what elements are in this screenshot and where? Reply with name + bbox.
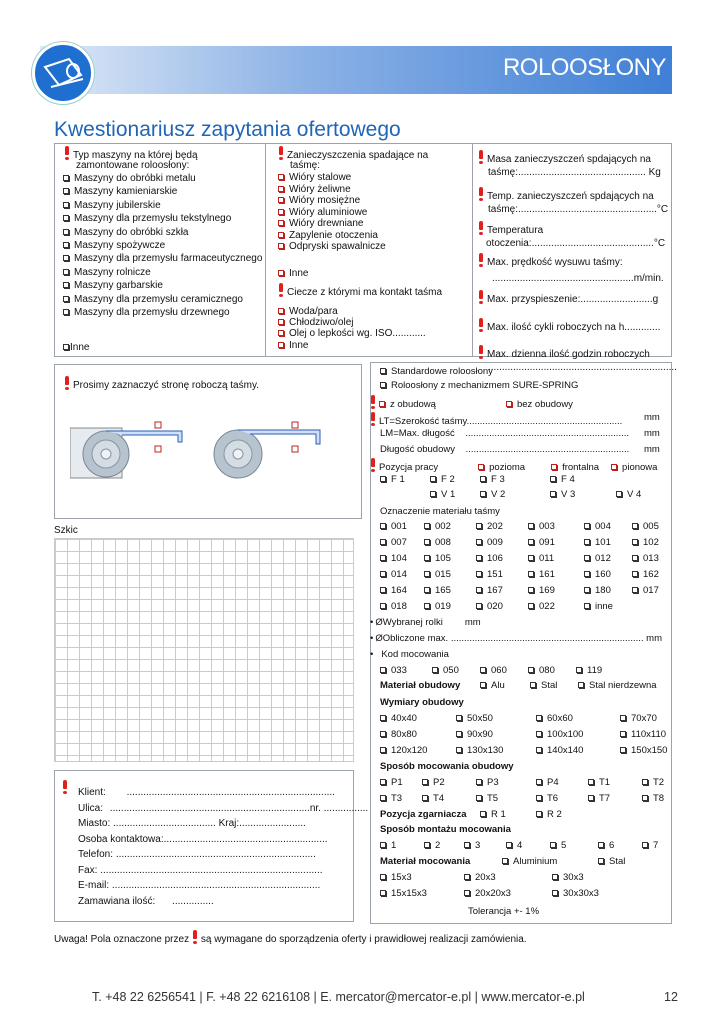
footer-contact: T. +48 22 6256541 | F. +48 22 6216108 | E. mercator@mercator-e.pl | www.mercator-e.pl [92,990,585,1004]
install-option[interactable]: 6 [598,840,614,851]
contamination-option[interactable]: Odpryski spawalnicze [278,241,386,253]
housing-length-field[interactable]: Długość obudowy [380,444,455,455]
email-field[interactable]: E-mail: ........................................................................... [78,880,321,891]
tape-code-option[interactable]: 011 [528,553,554,564]
street-field[interactable]: Ulica: ........................................................................nr. ................ [78,802,369,814]
install-option[interactable]: 7 [642,840,658,851]
dimension-option[interactable]: 70x70 [620,713,657,724]
machine-option[interactable]: Maszyny dla przemysłu tekstylnego [63,212,262,225]
mount-method-option[interactable]: P3 [476,777,499,788]
tape-code-option[interactable]: 106 [476,553,503,564]
v3-option[interactable]: V 3 [550,489,575,500]
mount-code-option[interactable]: 050 [432,665,459,676]
contamination-option[interactable]: Wióry drewniane [278,218,386,230]
dimension-option[interactable]: 80x80 [380,729,417,740]
dimension-option[interactable]: 50x50 [456,713,493,724]
install-option[interactable]: 1 [380,840,396,851]
roll-diameter-field[interactable]: ØWybranej rolki [375,617,443,628]
tape-code-option[interactable]: 020 [476,601,503,612]
dimension-option[interactable]: 150x150 [620,745,667,756]
contamination-option[interactable]: Wióry stalowe [278,172,386,184]
tape-width-field[interactable]: LT=Szerokość taśmy [379,416,467,427]
tape-code-option[interactable]: inne [584,601,613,612]
tape-code-option[interactable]: 008 [424,537,451,548]
vertical-checkbox[interactable] [611,464,617,470]
tape-code-option[interactable]: 180 [584,585,611,596]
install-row [380,840,670,856]
dimension-option[interactable]: 120x120 [380,745,427,756]
tape-code-option[interactable]: 005 [632,521,659,532]
max-length-field[interactable]: LM=Max. długość [380,428,455,439]
fixture-size-option[interactable]: 30x3 [552,872,584,883]
roller-cover-icon [35,45,91,101]
dimension-option[interactable]: 130x130 [456,745,503,756]
required-icon [478,318,484,332]
install-option[interactable]: 3 [464,840,480,851]
mount-method-option[interactable]: T3 [380,793,402,804]
contamination-option-other[interactable]: Inne [278,268,308,279]
required-icon [478,290,484,304]
tape-code-option[interactable]: 160 [584,569,611,580]
fixture-size-option[interactable]: 20x3 [464,872,496,883]
spring-option[interactable]: Roloosłony z mechanizmem SURE-SPRING [380,380,670,395]
required-icon [62,780,68,794]
mount-code-option[interactable]: 060 [480,665,507,676]
sketch-grid[interactable] [54,538,354,762]
tape-code-option[interactable]: 105 [424,553,451,564]
tape-code-option[interactable]: 018 [380,601,407,612]
contamination-option[interactable]: Zapylenie otoczenia [278,230,386,242]
machine-option-other[interactable]: Inne [63,342,89,353]
v1-option[interactable]: V 1 [430,489,455,500]
mass-field[interactable]: taśmę:.............................................. Kg [488,166,661,178]
housing-dimensions-grid [380,713,670,761]
quantity-field[interactable]: Zamawiana ilość: ............... [78,895,214,907]
fixture-size-grid [380,872,670,904]
contact-person-field[interactable]: Osoba kontaktowa:........................................................... [78,833,328,845]
tape-code-option[interactable]: 007 [380,537,407,548]
mount-method-option[interactable]: T4 [422,793,444,804]
required-icon [478,221,484,235]
stainless-option[interactable]: Stal nierdzewna [578,680,657,691]
horizontal-checkbox[interactable] [478,464,484,470]
section-title: ROLOOSŁONY [502,54,666,81]
tape-side-diagram [70,420,340,490]
speed-field[interactable]: ...................................................m/min. [492,272,664,284]
machine-type-section [64,146,198,171]
v4-option[interactable]: V 4 [616,489,641,500]
mount-code-option[interactable]: 119 [576,665,602,676]
mount-method-option[interactable]: T7 [588,793,610,804]
specification-form: Standardowe roloosłony Roloosłony z mechanizmem SURE-SPRING z obudową bez obudowy LT=Szerokość taśmy........................................................... mm LM=Max. długość .............................................................. mm Długość obudowy .............................................................. mm Pozycja pracy pozioma frontalna pionowa F 1 F 2 F 3 F 4 V 1 V 2 V 3 V 4 Oznaczenie materiału taśmy 001 002 202 003 004 005 007 008 009 091 101 102 104 105 106 011 012 013 014 015 151 161 160 162 164 165 167 169 180 017 018 019 020 022 inne • ØWybranej rolki mm • ØObliczone max. ......................................................................... mm • Kod mocowania 033 050 060 080 119 Materiał obudowy Alu Stal Stal nierdzewna Wymiary obudowy 40x40 50x50 60x60 70x70 80x80 90x90 100x100 110x110 120x120 130x130 140x140 150x150 Sposób mocowania obudowy P1 P2 P3 P4 T1 T2 T3 T4 T5 T6 T7 T8 Pozycja zgarniacza R 1 R 2 Sposób montażu mocowania 1 2 3 4 5 6 7 Materiał mocowania Aluminium Stal 15x3 20x3 30x3 15x15x3 20x20x3 30x30x3 Tolerancja +- 1% [380,366,670,920]
liquid-option[interactable]: Olej o lepkości wg. ISO............ [278,328,426,339]
liquids-title: Ciecze z którymi ma kontakt taśma [278,283,442,298]
dimension-option[interactable]: 110x110 [620,729,666,740]
tape-code-option[interactable]: 202 [476,521,503,532]
required-icon [64,146,70,160]
city-field[interactable]: Miasto: ..................................... Kraj:........................ [78,818,306,829]
required-icon [370,412,376,426]
mount-method-option[interactable]: P1 [380,777,403,788]
contamination-section: Zanieczyszczenia spadające na taśmę: [278,146,428,171]
tape-code-option[interactable]: 009 [476,537,503,548]
contamination-option[interactable]: Wióry żeliwne [278,184,386,196]
fixture-size-option[interactable]: 30x30x3 [552,888,599,899]
mount-method-option[interactable]: P2 [422,777,445,788]
alu-option[interactable]: Alu [480,680,505,691]
dimension-option[interactable]: 90x90 [456,729,493,740]
sketch-label: Szkic [54,525,78,536]
cycles-field[interactable]: Max. ilość cykli roboczych na h............. [487,321,661,333]
tape-code-option[interactable]: 104 [380,553,407,564]
required-icon [370,395,376,409]
with-housing-checkbox[interactable] [379,401,385,407]
fixture-size-option[interactable]: 20x20x3 [464,888,511,899]
tape-material-grid [380,521,670,617]
tape-code-option[interactable]: 169 [528,585,555,596]
standard-option[interactable]: Standardowe roloosłony [380,366,670,380]
machine-option[interactable]: Maszyny jubilerskie [63,199,262,212]
machine-option[interactable]: Maszyny do obróbki szkła [63,226,262,239]
tape-code-option[interactable]: 164 [380,585,407,596]
required-icon [192,930,198,944]
tape-code-option[interactable]: 101 [584,537,611,548]
logo [32,42,94,104]
tape-code-option[interactable]: 003 [528,521,555,532]
dimension-option[interactable]: 100x100 [536,729,583,740]
liquid-option[interactable]: Woda/para [278,306,426,317]
mount-method-option[interactable]: T1 [588,777,610,788]
tape-code-option[interactable]: 162 [632,569,659,580]
dimension-option[interactable]: 40x40 [380,713,417,724]
install-option[interactable]: 2 [424,840,440,851]
tape-code-option[interactable]: 001 [380,521,407,532]
f1-option[interactable]: F 1 [380,474,405,485]
required-icon [64,376,70,390]
v2-option[interactable]: V 2 [480,489,505,500]
aluminium-option[interactable]: Aluminium [502,856,557,867]
required-icon [278,283,284,297]
required-icon [370,458,376,472]
f4-option[interactable]: F 4 [550,474,575,485]
required-icon [278,146,284,160]
page-title: Kwestionariusz zapytania ofertowego [54,118,401,141]
machine-option[interactable]: Maszyny dla przemysłu drzewnego [63,306,262,319]
mount-method-option[interactable]: T2 [642,777,664,788]
dimension-option[interactable]: 140x140 [536,745,583,756]
tape-code-option[interactable]: 022 [528,601,555,612]
working-side-prompt: Prosimy zaznaczyć stronę roboczą taśmy. [73,380,259,391]
mount-code-option[interactable]: 080 [528,665,555,676]
mount-method-grid [380,777,670,809]
parameters-section: Masa zanieczyszczeń spdających na taśmę:.............................................. Kg Temp. zanieczyszczeń spdających na taśmę:..................................................°C Temperatura otoczenia:............................................°C Max. prędkość wysuwu taśmy: ...................................................m/min. Max. przyspieszenie:..........................g Max. ilość cykli roboczych na h............. Max. dzienna ilość godzin roboczych .................................................................... [478,150,677,374]
machine-option[interactable]: Maszyny garbarskie [63,279,262,292]
required-icon [478,187,484,201]
tape-code-option[interactable]: 012 [584,553,611,564]
install-option[interactable]: 5 [550,840,566,851]
tape-code-option[interactable]: 151 [476,569,503,580]
install-option[interactable]: 4 [506,840,522,851]
mount-method-option[interactable]: T6 [536,793,558,804]
machine-option[interactable]: Maszyny rolnicze [63,266,262,279]
required-icon [478,150,484,164]
tape-code-option[interactable]: 013 [632,553,659,564]
f2-option[interactable]: F 2 [430,474,455,485]
fax-field[interactable]: Fax: ................................................................................ [78,864,323,876]
without-housing-checkbox[interactable] [506,401,512,407]
dimension-option[interactable]: 60x60 [536,713,573,724]
fixture-size-option[interactable]: 15x15x3 [380,888,427,899]
f3-option[interactable]: F 3 [480,474,505,485]
contamination-option[interactable]: Wióry aluminiowe [278,207,386,219]
tape-code-option[interactable]: 015 [424,569,451,580]
frontal-checkbox[interactable] [551,464,557,470]
machine-option[interactable]: Maszyny dla przemysłu farmaceutycznego [63,252,262,265]
contamination-option[interactable]: Wióry mosiężne [278,195,386,207]
machine-option[interactable]: Maszyny do obróbki metalu [63,172,262,185]
mount-code-row [380,665,670,680]
header-banner [40,46,672,94]
required-note: Uwaga! Pola oznaczone przez są wymagane do sporządzenia oferty i prawidłowej realizacji zamówienia. [54,930,527,945]
r2-option[interactable]: R 2 [536,809,562,820]
tape-code-option[interactable]: 017 [632,585,659,596]
calculated-diameter-field[interactable]: ØObliczone max. [375,633,449,644]
machine-type-subtitle: zamontowane roloosłony: [76,160,190,171]
liquid-option[interactable]: Inne [278,340,426,351]
fixture-size-option[interactable]: 15x3 [380,872,412,883]
machine-option[interactable]: Maszyny kamieniarskie [63,185,262,198]
mount-method-option[interactable]: T5 [476,793,498,804]
machine-option[interactable]: Maszyny dla przemysłu ceramicznego [63,293,262,306]
tape-code-option[interactable]: 091 [528,537,555,548]
client-field[interactable]: Klient: ........................................................................... [78,787,335,798]
liquid-option[interactable]: Chłodziwo/olej [278,317,426,328]
page-number: 12 [664,990,678,1004]
tape-code-option[interactable]: 019 [424,601,451,612]
phone-field[interactable]: Telefon: ........................................................................ [78,849,316,860]
tape-code-option[interactable]: 167 [476,585,503,596]
mount-method-option[interactable]: P4 [536,777,559,788]
machine-option[interactable]: Maszyny spożywcze [63,239,262,252]
required-icon [478,253,484,267]
mount-method-option[interactable]: T8 [642,793,664,804]
tape-material-title: Oznaczenie materiału taśmy [380,506,500,517]
tape-code-option[interactable]: 161 [528,569,555,580]
acceleration-field[interactable]: Max. przyspieszenie:..........................g [487,294,659,305]
tape-code-option[interactable]: 002 [424,521,451,532]
ambient-temperature-field[interactable]: otoczenia:............................................°C [486,237,666,249]
machine-type-title: Typ maszyny na której będą [73,150,198,161]
required-icon [478,345,484,359]
tape-code-option[interactable]: 004 [584,521,611,532]
steel-option[interactable]: Stal [530,680,557,691]
tape-code-option[interactable]: 014 [380,569,407,580]
tape-code-option[interactable]: 165 [424,585,451,596]
temperature-field[interactable]: taśmę:..................................................°C [488,203,669,215]
stal-option[interactable]: Stal [598,856,625,867]
r1-option[interactable]: R 1 [480,809,506,820]
tolerance-note: Tolerancja +- 1% [468,906,540,917]
hours-field[interactable]: .................................................................... [488,361,677,373]
mount-code-option[interactable]: 033 [380,665,407,676]
tape-code-option[interactable]: 102 [632,537,659,548]
